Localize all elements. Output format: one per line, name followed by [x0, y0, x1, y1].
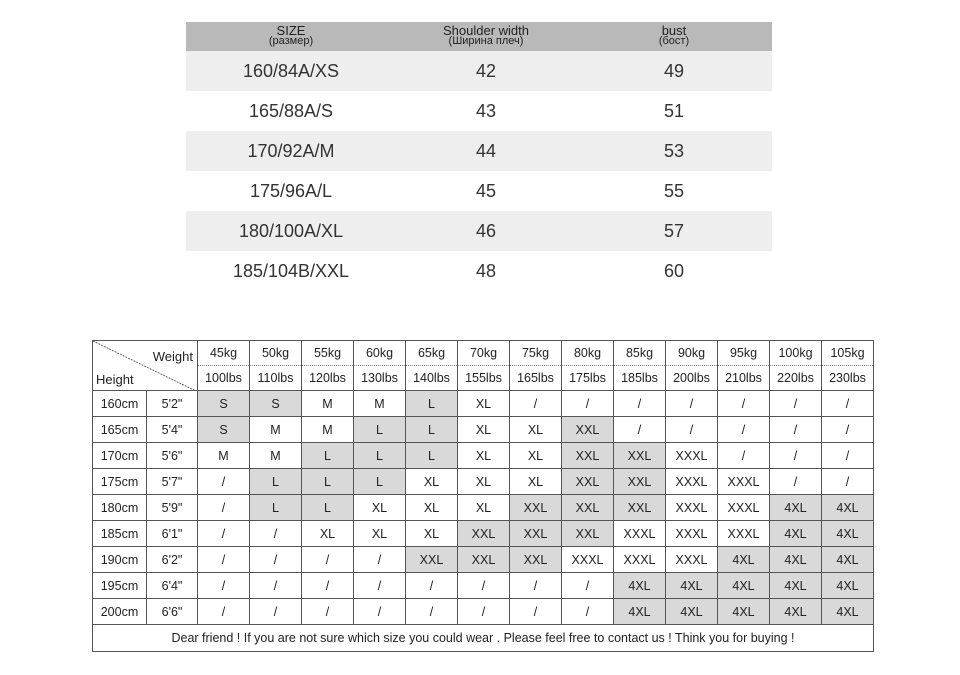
size-cell: 4XL: [822, 521, 874, 547]
size-cell: S: [198, 417, 250, 443]
chart-height-row: [93, 469, 874, 495]
size-cell: /: [666, 417, 718, 443]
size-cell: XXXL: [718, 469, 770, 495]
size-row: [186, 211, 772, 251]
size-cell: XL: [458, 495, 510, 521]
size-cell: 4XL: [770, 573, 822, 599]
chart-height-row: [93, 547, 874, 573]
size-cell: XXL: [614, 443, 666, 469]
height-cm: 160cm: [93, 391, 147, 417]
size-cell: 4XL: [770, 599, 822, 625]
size-cell: XXXL: [666, 443, 718, 469]
size-cell: L: [406, 417, 458, 443]
size-cell: XXL: [562, 469, 614, 495]
height-ft: 6'4": [147, 573, 198, 599]
size-cell: XL: [458, 443, 510, 469]
size-cell: /: [198, 521, 250, 547]
size-cell: XXL: [510, 521, 562, 547]
size-value: 160/84A/XS: [242, 60, 340, 81]
weight-kg-header: 55kg: [302, 341, 354, 366]
size-cell: XXXL: [718, 521, 770, 547]
size-cell: XL: [510, 417, 562, 443]
size-cell: /: [614, 391, 666, 417]
size-cell: /: [562, 391, 614, 417]
weight-kg-header: 50kg: [250, 341, 302, 366]
size-cell: M: [250, 417, 302, 443]
size-cell: 4XL: [822, 573, 874, 599]
height-label: Height: [96, 372, 134, 387]
size-cell: /: [302, 547, 354, 573]
shoulder-header-en: Shoulder width: [443, 23, 529, 38]
height-ft: 5'7": [147, 469, 198, 495]
chart-footer-row: [93, 625, 874, 652]
size-cell: XXL: [614, 469, 666, 495]
weight-kg-header: 80kg: [562, 341, 614, 366]
size-cell: 4XL: [822, 495, 874, 521]
weight-lbs-header: 200lbs: [666, 366, 718, 391]
size-cell: XXXL: [666, 547, 718, 573]
size-cell: /: [302, 573, 354, 599]
chart-corner-cell: [93, 341, 198, 391]
size-value: 185/104B/XXL: [232, 260, 350, 281]
weight-kg-header: 100kg: [770, 341, 822, 366]
chart-kg-row: [93, 341, 874, 366]
weight-kg-header: 85kg: [614, 341, 666, 366]
size-cell: XXXL: [614, 521, 666, 547]
height-cm: 195cm: [93, 573, 147, 599]
size-cell: L: [302, 495, 354, 521]
size-cell: L: [354, 469, 406, 495]
shoulder-value: 45: [475, 180, 497, 201]
size-cell: /: [250, 521, 302, 547]
chart-height-row: [93, 521, 874, 547]
weight-label: Weight: [152, 349, 193, 364]
size-cell: XXL: [458, 521, 510, 547]
shoulder-value: 43: [475, 100, 497, 121]
size-row: [186, 171, 772, 211]
height-ft: 6'1": [147, 521, 198, 547]
size-cell: 4XL: [666, 573, 718, 599]
size-cell: XXL: [562, 443, 614, 469]
shoulder-value: 48: [475, 260, 497, 281]
size-cell: /: [458, 599, 510, 625]
weight-lbs-header: 165lbs: [510, 366, 562, 391]
size-cell: /: [354, 573, 406, 599]
size-value: 175/96A/L: [249, 180, 333, 201]
size-cell: XXXL: [666, 469, 718, 495]
size-cell: XXL: [562, 417, 614, 443]
size-cell: /: [822, 391, 874, 417]
size-row: [186, 131, 772, 171]
size-cell: /: [666, 391, 718, 417]
weight-lbs-header: 230lbs: [822, 366, 874, 391]
shoulder-header: [396, 22, 576, 51]
size-cell: /: [250, 599, 302, 625]
height-cm: 165cm: [93, 417, 147, 443]
shoulder-value: 44: [475, 140, 497, 161]
size-row: [186, 251, 772, 291]
size-cell: /: [250, 573, 302, 599]
weight-lbs-header: 130lbs: [354, 366, 406, 391]
size-cell: XL: [458, 417, 510, 443]
chart-height-row: [93, 495, 874, 521]
size-cell: XXL: [510, 547, 562, 573]
size-cell: /: [406, 573, 458, 599]
height-ft: 5'6": [147, 443, 198, 469]
bust-header: [576, 22, 772, 51]
size-cell: XL: [406, 521, 458, 547]
size-cell: /: [406, 599, 458, 625]
height-ft: 6'6": [147, 599, 198, 625]
weight-kg-header: 70kg: [458, 341, 510, 366]
size-cell: /: [354, 599, 406, 625]
size-cell: /: [718, 443, 770, 469]
size-cell: XXXL: [666, 495, 718, 521]
size-cell: XL: [406, 469, 458, 495]
size-cell: /: [770, 417, 822, 443]
chart-height-row: [93, 391, 874, 417]
height-cm: 175cm: [93, 469, 147, 495]
footer-note: Dear friend ! If you are not sure which size you could wear . Please feel free to contact us ! Think you for buying !: [93, 625, 874, 652]
size-table-body: [186, 51, 772, 291]
size-cell: L: [250, 495, 302, 521]
size-cell: /: [770, 391, 822, 417]
size-row: [186, 51, 772, 91]
size-cell: XXXL: [614, 547, 666, 573]
size-cell: XL: [406, 495, 458, 521]
size-cell: /: [562, 573, 614, 599]
weight-lbs-header: 155lbs: [458, 366, 510, 391]
size-cell: M: [198, 443, 250, 469]
chart-height-row: [93, 599, 874, 625]
weight-kg-header: 60kg: [354, 341, 406, 366]
size-table-header: [186, 22, 772, 51]
size-cell: /: [614, 417, 666, 443]
size-cell: XXL: [510, 495, 562, 521]
size-cell: L: [406, 391, 458, 417]
size-cell: /: [510, 599, 562, 625]
size-cell: /: [198, 573, 250, 599]
size-cell: 4XL: [770, 547, 822, 573]
size-cell: XXXL: [718, 495, 770, 521]
size-table: [186, 22, 772, 291]
size-header: [186, 22, 396, 51]
height-cm: 200cm: [93, 599, 147, 625]
weight-kg-header: 105kg: [822, 341, 874, 366]
weight-height-chart: [92, 340, 874, 652]
size-cell: L: [354, 443, 406, 469]
size-cell: /: [250, 547, 302, 573]
size-cell: L: [406, 443, 458, 469]
size-cell: S: [250, 391, 302, 417]
height-ft: 5'9": [147, 495, 198, 521]
height-cm: 190cm: [93, 547, 147, 573]
size-cell: S: [198, 391, 250, 417]
size-cell: M: [302, 391, 354, 417]
chart-height-row: [93, 443, 874, 469]
weight-kg-header: 95kg: [718, 341, 770, 366]
size-cell: /: [562, 599, 614, 625]
size-cell: L: [302, 469, 354, 495]
size-value: 165/88A/S: [248, 100, 334, 121]
size-cell: XL: [510, 469, 562, 495]
size-cell: XL: [458, 391, 510, 417]
size-cell: 4XL: [822, 599, 874, 625]
size-cell: L: [354, 417, 406, 443]
weight-lbs-header: 140lbs: [406, 366, 458, 391]
chart-height-row: [93, 417, 874, 443]
size-cell: 4XL: [614, 599, 666, 625]
weight-kg-header: 75kg: [510, 341, 562, 366]
size-cell: L: [302, 443, 354, 469]
size-cell: 4XL: [822, 547, 874, 573]
size-cell: M: [302, 417, 354, 443]
size-cell: /: [458, 573, 510, 599]
size-cell: /: [510, 391, 562, 417]
size-value: 170/92A/M: [247, 140, 335, 161]
size-cell: 4XL: [770, 495, 822, 521]
size-cell: XL: [458, 469, 510, 495]
weight-lbs-header: 185lbs: [614, 366, 666, 391]
size-cell: XL: [302, 521, 354, 547]
size-cell: M: [250, 443, 302, 469]
size-cell: XXL: [562, 495, 614, 521]
size-header-ru: (размер): [268, 35, 314, 47]
size-row: [186, 91, 772, 131]
size-cell: XXL: [406, 547, 458, 573]
size-cell: 4XL: [770, 521, 822, 547]
weight-kg-header: 65kg: [406, 341, 458, 366]
shoulder-value: 42: [475, 60, 497, 81]
size-cell: /: [510, 573, 562, 599]
size-cell: XXL: [458, 547, 510, 573]
size-cell: /: [718, 391, 770, 417]
size-cell: 4XL: [718, 547, 770, 573]
size-cell: XL: [510, 443, 562, 469]
bust-header-ru: (бост): [658, 35, 690, 47]
shoulder-value: 46: [475, 220, 497, 241]
weight-lbs-header: 175lbs: [562, 366, 614, 391]
size-cell: 4XL: [718, 599, 770, 625]
size-cell: /: [770, 443, 822, 469]
weight-lbs-header: 100lbs: [198, 366, 250, 391]
size-cell: /: [822, 417, 874, 443]
size-cell: XXXL: [666, 521, 718, 547]
height-ft: 6'2": [147, 547, 198, 573]
weight-kg-header: 90kg: [666, 341, 718, 366]
bust-value: 49: [663, 60, 685, 81]
weight-lbs-header: 210lbs: [718, 366, 770, 391]
bust-value: 51: [663, 100, 685, 121]
bust-value: 57: [663, 220, 685, 241]
weight-lbs-header: 110lbs: [250, 366, 302, 391]
size-cell: 4XL: [718, 573, 770, 599]
height-ft: 5'4": [147, 417, 198, 443]
bust-value: 53: [663, 140, 685, 161]
size-header-en: SIZE: [276, 23, 306, 38]
size-cell: XXL: [614, 495, 666, 521]
size-cell: XL: [354, 521, 406, 547]
height-cm: 185cm: [93, 521, 147, 547]
size-cell: 4XL: [666, 599, 718, 625]
chart-height-row: [93, 573, 874, 599]
height-ft: 5'2": [147, 391, 198, 417]
size-cell: 4XL: [614, 573, 666, 599]
size-cell: L: [250, 469, 302, 495]
size-cell: /: [198, 599, 250, 625]
size-cell: /: [198, 469, 250, 495]
weight-lbs-header: 220lbs: [770, 366, 822, 391]
size-cell: /: [822, 443, 874, 469]
size-cell: /: [354, 547, 406, 573]
size-cell: /: [302, 599, 354, 625]
size-cell: /: [198, 547, 250, 573]
size-value: 180/100A/XL: [238, 220, 344, 241]
bust-value: 60: [663, 260, 685, 281]
shoulder-header-ru: (Ширина плеч): [448, 35, 524, 47]
bust-header-en: bust: [661, 23, 687, 38]
bust-value: 55: [663, 180, 685, 201]
size-cell: M: [354, 391, 406, 417]
size-cell: XL: [354, 495, 406, 521]
size-cell: /: [770, 469, 822, 495]
weight-kg-header: 45kg: [198, 341, 250, 366]
chart-lbs-row: [93, 366, 874, 391]
height-cm: 180cm: [93, 495, 147, 521]
size-cell: /: [198, 495, 250, 521]
height-cm: 170cm: [93, 443, 147, 469]
weight-lbs-header: 120lbs: [302, 366, 354, 391]
size-cell: XXL: [562, 521, 614, 547]
size-cell: /: [718, 417, 770, 443]
size-cell: XXXL: [562, 547, 614, 573]
size-cell: /: [822, 469, 874, 495]
